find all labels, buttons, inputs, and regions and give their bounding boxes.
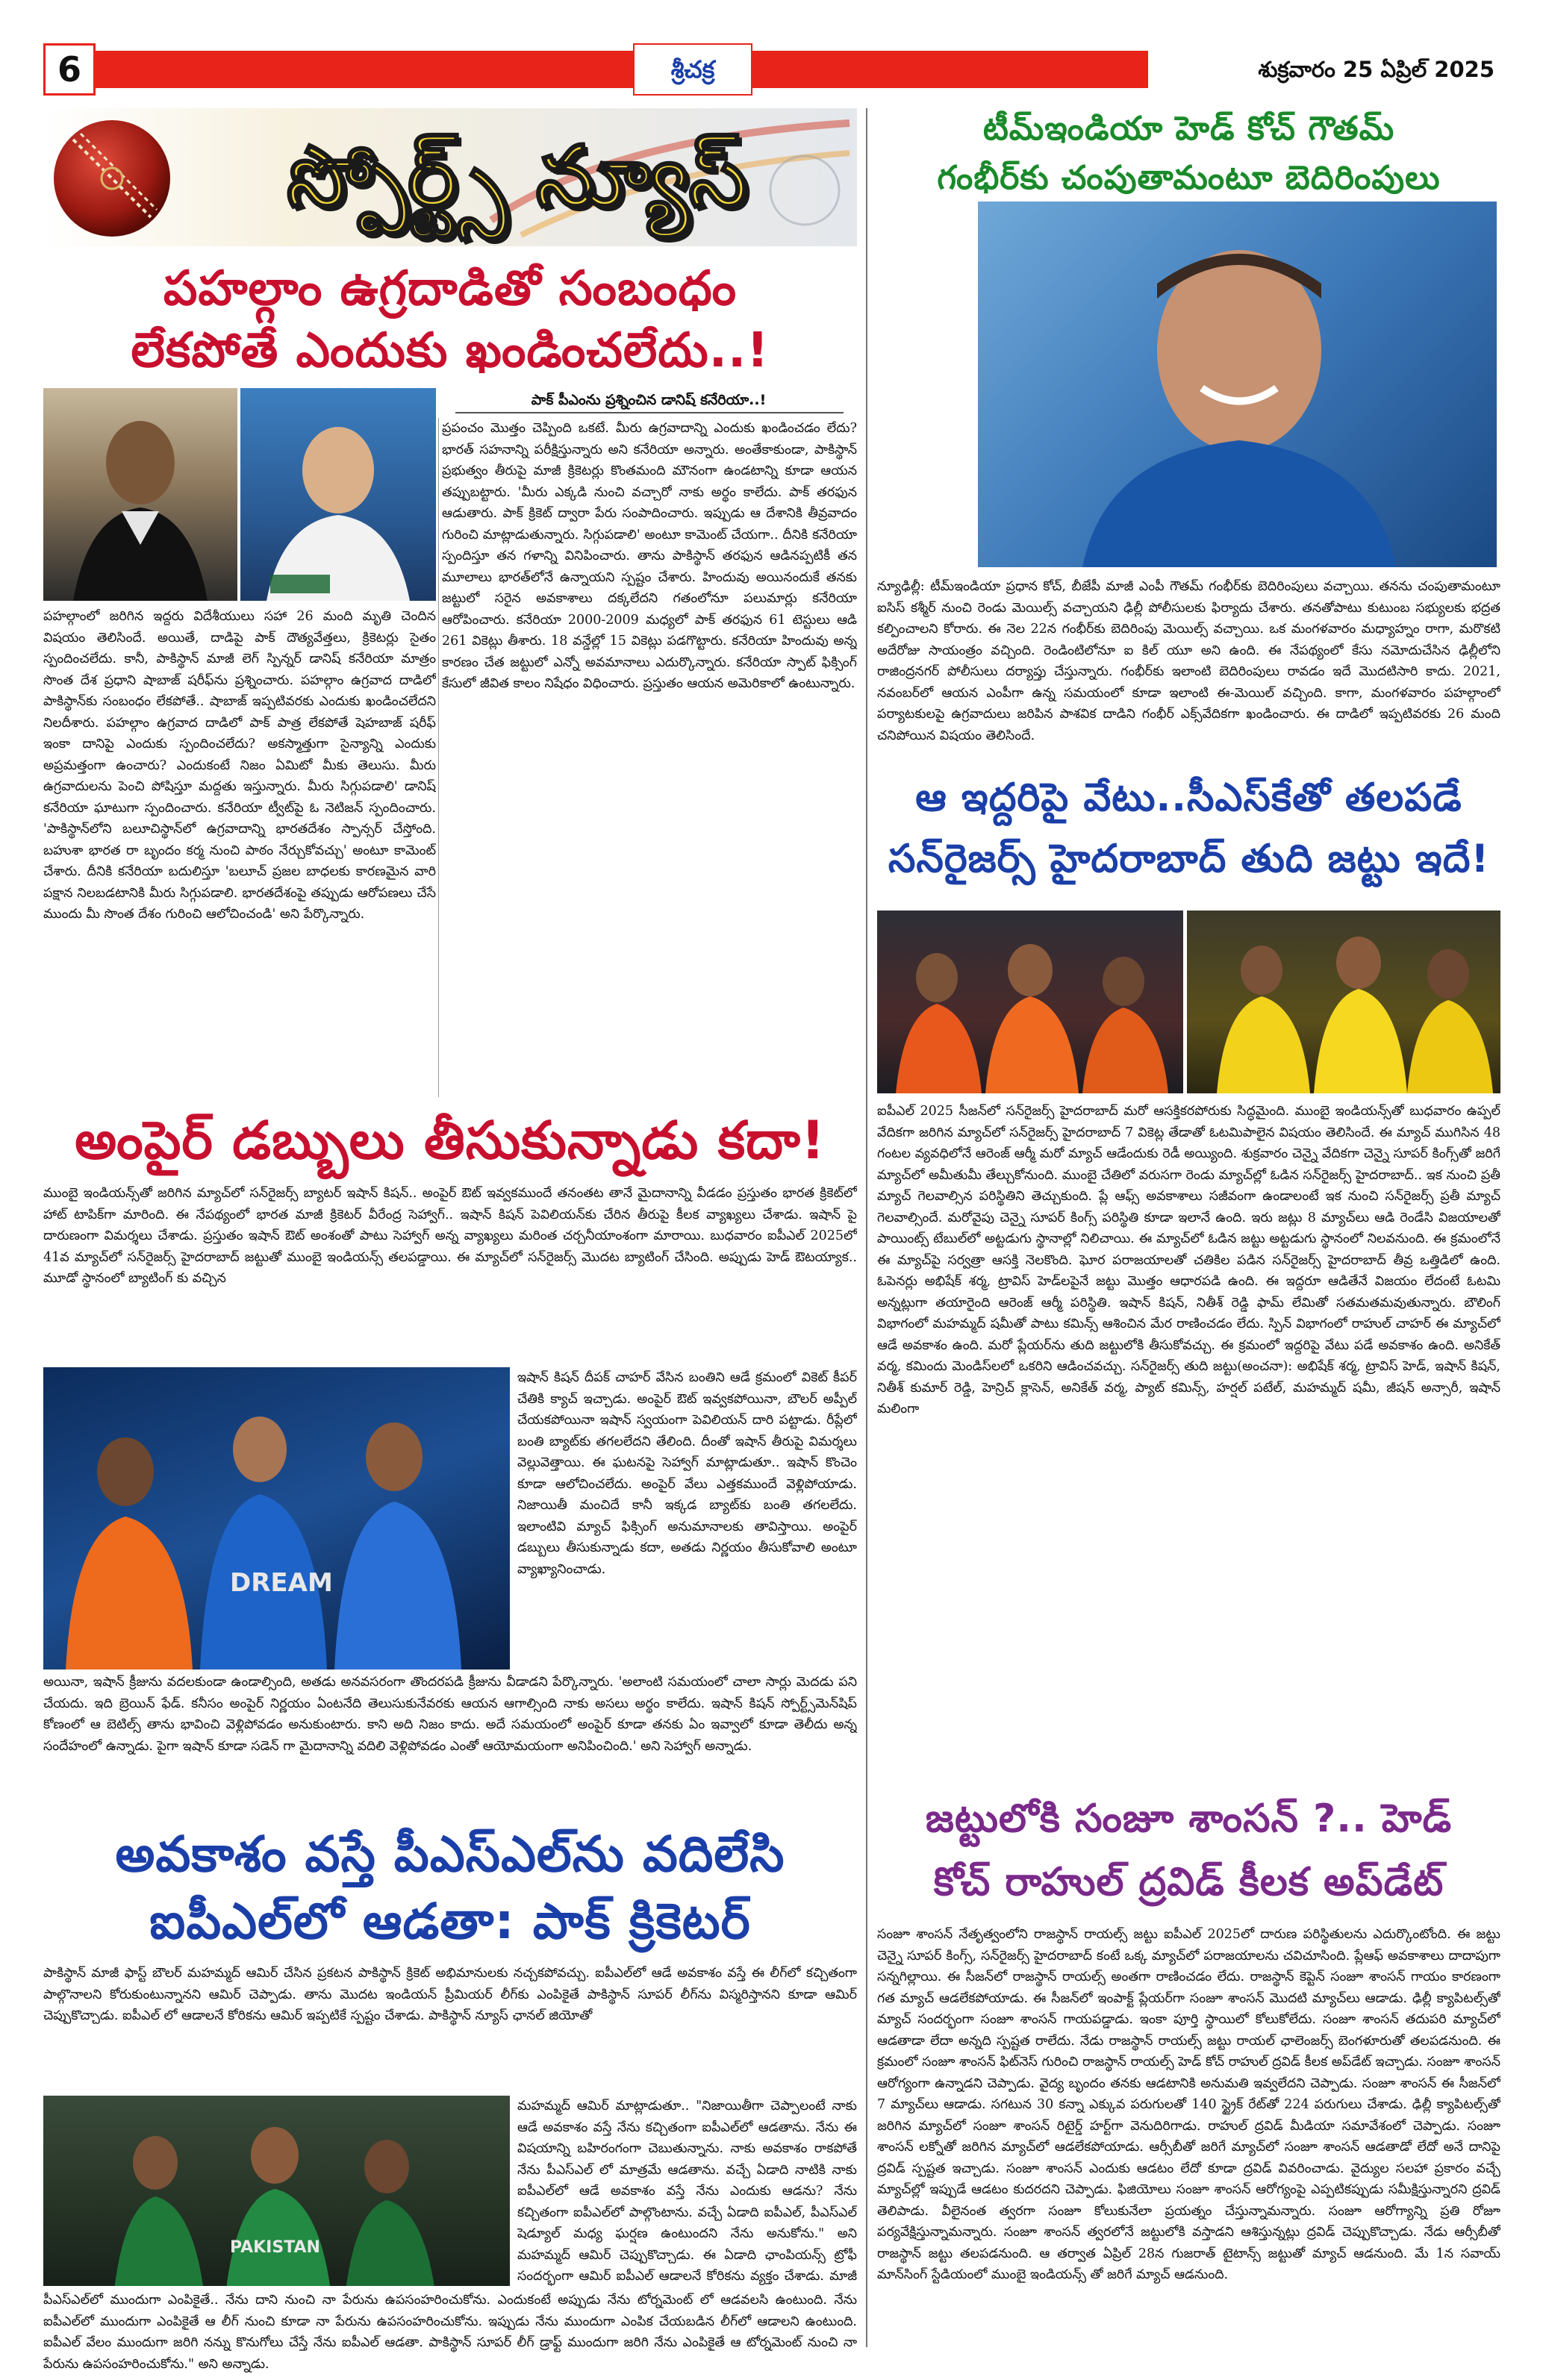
date-box (1148, 43, 1499, 96)
article3-photo-pakistan-team (43, 2096, 510, 2286)
article2-para-bottom: అయినా, ఇషాన్ క్రీజును వదలకుండా ఉండాల్సింది, అతడు అనవసరంగా తొందరపడి క్రీజును వీడాడని పేర్కొన్నారు. 'అలాంటి సమయంలో చాలా సార్లు మెదడు పని చేయదు. ఇది బ్రెయిన్ ఫేడ్. కనీసం అంపైర్ నిర్ణయం ఏంటనేది తెలుసుకునేవరకు ఆయన ఆగాల్సింది నాకు అసలు అర్థం కాలేదు. ఇషాన్ కిషన్ స్పోర్ట్స్‌మెన్‌షిప్ కోణంలో ఆ బెటిల్స్ తాను భావించి వెళ్లిపోవడం అనుకుంటారు. కాని అది నిజం కాదు. అదే సమయంలో అంపైర్ కూడా తనకు ఏం ఇవ్వాలో కూడా తెలీదు అన్న సందేహంలో ఉన్నాడు. పైగా ఇషాన్ కూడా సడెన్ గా మైదానాన్ని వదిలి వెళ్లిపోవడం ఎంతో ఆయోమయంగా అనిపించింది.' అని సెహ్వాగ్ అన్నాడు. (43, 1675, 857, 1754)
person-silhouette-icon (240, 388, 436, 601)
article4-headline-line2: గంభీర్‌కు చంపుతామంటూ బెదిరింపులు (937, 159, 1441, 197)
players-celebrating-icon (1187, 911, 1500, 1093)
article3-headline-line2: ఐపీఎల్‌లో ఆడతా: పాక్ క్రికెటర్ (149, 1893, 751, 1950)
article6-headline-line1: జట్టులోకి సంజూ శాంసన్ ?.. హెడ్ (925, 1796, 1453, 1841)
svg-text:DREAM: DREAM (230, 1568, 333, 1598)
page-header (43, 43, 1499, 96)
sports-news-banner (43, 108, 857, 246)
article3-headline-line1: అవకాశం వస్తే పీఎస్ఎల్‌ను వదిలేసి (115, 1825, 785, 1883)
article1-photo-kaneria (43, 388, 237, 601)
issue-date: శుక్రవారం 25 ఏప్రిల్ 2025 (1258, 57, 1494, 82)
banner-title: స్పోర్ట్స్ న్యూస్ (287, 128, 748, 225)
page-column-divider (866, 108, 867, 2347)
cricket-ball-icon (51, 117, 174, 240)
article2-headline: అంపైర్ డబ్బులు తీసుకున్నాడు కదా! (75, 1110, 826, 1171)
article2-para-right: ఇషాన్ కిషన్ దీపక్ చాహర్ వేసిన బంతిని ఆడే క్రమంలో వికెట్ కీపర్ చేతికి క్యాచ్ ఇచ్చాడు. అంపైర్ ఔట్ ఇవ్వకపోయినా, బౌలర్ అప్పీల్ చేయకపోయినా ఇషాన్ స్వయంగా పెవిలియన్ దారి పట్టాడు. రీప్లేలో బంతి బ్యాట్‌కు తగలలేదని తేలింది. దీంతో ఇషాన్ తీరుపై విమర్శలు వెల్లువెత్తాయి. ఈ ఘటనపై సెహ్వాగ్ మాట్లాడుతూ.. ఇషాన్ కొంచెం కూడా ఆలోచించలేదు. అంపైర్ వేలు ఎత్తకముందే వెళ్లిపోయాడు. నిజాయితీ మంచిదే కానీ ఇక్కడ బ్యాట్‌కు బంతి తగలలేదు. ఇలాంటివి మ్యాచ్ ఫిక్సింగ్ అనుమానాలకు తావిస్తాయి. అంపైర్ డబ్బులు తీసుకున్నాడు కదా, అతడు నిర్ణయం తీసుకోవాలి అంటూ వ్యాఖ్యానించాడు. (517, 1370, 857, 1577)
person-silhouette-icon (43, 388, 237, 601)
person-portrait-icon (978, 202, 1497, 567)
article1-headline-line1: పహల్గాం ఉగ్రదాడితో సంబంధం (163, 261, 738, 316)
article5-photo-csk (1187, 911, 1500, 1093)
page-number: 6 (57, 49, 81, 90)
article5-headline-line2: సన్‌రైజర్స్ హైదరాబాద్ తుది జట్టు ఇదే! (888, 837, 1490, 881)
players-celebrating-icon (43, 1367, 510, 1670)
article4-headline-line1: టీమ్‌ఇండియా హెడ్ కోచ్ గౌతమ్ (982, 110, 1395, 148)
article5-headline-line1: ఆ ఇద్దరిపై వేటు..సీఎస్‌కేతో తలపడే (915, 775, 1462, 820)
article1-column-left: పహల్గాంలో జరిగిన ఇద్దరు విదేశీయులు సహా 26 మంది మృతి చెందిన విషయం తెలిసిందే. అయితే, దాడిపై పాక్ దౌత్యవేత్తలు, క్రికెటర్లు సైతం స్పందించలేదు. కానీ, పాకిస్థాన్ మాజీ లెగ్ స్పిన్నర్ డానిష్ కనేరియా మాత్రం సొంత దేశ ప్రధాని షాబాజ్ షరీఫ్‌ను ప్రశ్నించారు. పహల్గాం ఉగ్రవాద దాడిలో పాకిస్థాన్‌కు సంబంధం లేకపోతే.. షాబాజ్ ఇప్పటివరకు ఎందుకు ఖండించలేదని నిలదీశారు. పహల్గాం ఉగ్రవాద దాడిలో పాక్ పాత్ర లేకపోతే షెహబాజ్ షరీఫ్ ఇంకా దానిపై ఎందుకు స్పందించలేదు? అకస్మాత్తుగా సైన్యాన్ని ఎందుకు అప్రమత్తంగా ఉంచారు? ఎందుకంటే నిజం ఏమిటో మీకు తెలుసు. మీరు ఉగ్రవాదులను పెంచి పోషిస్తూ మద్దతు ఇస్తున్నారు. మీరు సిగ్గుపడాలి' డానిష్ కనేరియా ఘాటుగా స్పందించారు. కనేరియా ట్వీట్‌పై ఓ నెటిజన్ స్పందించారు. 'పాకిస్థాన్‌లోని బలూచిస్థాన్‌లో ఉగ్రవాదాన్ని భారతదేశం స్పాన్సర్ చేస్తోంది. బహుశా భారత రా బృందం కర్మ నుంచి పాఠం నేర్చుకోవచ్చు' అంటూ కామెంట్ చేశారు. దీనికి కనేరియా బదులిస్తూ 'బలూచ్ ప్రజల బాధలకు కారణమైన వారి పక్షాన నిలబడటానికి మీరు సిగ్గుపడాలి. భారతదేశంపై తప్పుడు ఆరోపణలు చేసే ముందు మీ సొంత దేశం గురించి ఆలోచించండి' అని పేర్కొన్నారు. (43, 609, 436, 922)
publication-logo: శ్రీచక్ర (670, 55, 715, 84)
article4-photo-gambhir (978, 202, 1497, 567)
svg-text:PAKISTAN: PAKISTAN (230, 2238, 320, 2257)
article4-body: న్యూఢిల్లీ: టీమ్‌ఇండియా ప్రధాన కోచ్, బీజేపీ మాజీ ఎంపీ గౌతమ్ గంభీర్‌కు బెదిరింపులు వచ్చాయి. తనను చంపుతామంటూ ఐసిస్ కశ్మీర్ నుంచి రెండు మెయిల్స్ వచ్చాయని ఢిల్లీ పోలీసులకు ఫిర్యాదు చేశారు. తనతోపాటు కుటుంబ సభ్యులకు భద్రత కల్పించాలని కోరారు. ఈ నెల 22న గంభీర్‌కు బెదిరింపు మెయిల్స్ వచ్చాయి. ఒక మంగళవారం మధ్యాహ్నం రాగా, మరొకటి అదేరోజు సాయంత్రం వచ్చింది. రెండింటిలోనూ ఐ కిల్ యూ అని ఉంది. ఈ నేపథ్యంలో కేసు నమోదుచేసిన ఢిల్లీలోని రాజింద్రనగర్ పోలీసులు దర్యాప్తు చేస్తున్నారు. గంభీర్‌కు ఇలాంటి బెదిరింపులు రావడం ఇదే మొదటిసారి కాదు. 2021, నవంబర్‌లో ఆయన ఎంపీగా ఉన్న సమయంలో కూడా ఇలాంటి ఈ-మెయిల్ వచ్చింది. కాగా, మంగళవారం పహల్గాంలో పర్యాటకులపై ఉగ్రవాదులు జరిపిన పాశవిక దాడిని గంభీర్ ఎక్స్‌వేదికగా ఖండించారు. ఈ దాడిలో ఇప్పటివరకు 26 మంది చనిపోయిన విషయం తెలిసిందే. (877, 579, 1500, 743)
players-group-icon (43, 2096, 510, 2286)
article5-photo-srh (877, 911, 1183, 1093)
column-divider (438, 418, 439, 1097)
article3-para-top: పాకిస్థాన్ మాజీ ఫాస్ట్ బౌలర్ మహమ్మద్ ఆమిర్ చేసిన ప్రకటన పాకిస్థాన్ క్రికెట్ అభిమానులకు నచ్చకపోవచ్చు. ఐపీఎల్‌లో ఆడే అవకాశం వస్తే ఈ లీగ్‌లో కచ్చితంగా పాల్గొనాలని కోరుకుంటున్నానని ఆమిర్ చెప్పాడు. తాను మొదట ఇండియన్ ప్రీమియర్ లీగ్‌కు ఎంపికైతే పాకిస్థాన్ సూపర్ లీగ్‌ను విస్మరిస్తానని కూడా ఆమిర్ చెప్పుకొచ్చాడు. ఐపీఎల్ లో ఆడాలనే కోరికను ఆమిర్ ఇప్పటికే స్పష్టం చేశాడు. పాకిస్థాన్ న్యూస్ ఛానల్ జియోతో (43, 1966, 857, 2023)
article2-photo-match (43, 1367, 510, 1670)
article1-photo-sharif (240, 388, 436, 601)
players-group-icon (877, 911, 1183, 1093)
page-number-box (43, 43, 96, 96)
article1-subhead: పాక్ పీఎంను ప్రశ్నించిన డానిష్ కనేరియా..! (531, 392, 767, 408)
article2-para-top: ముంబై ఇండియన్స్‌తో జరిగిన మ్యాచ్‌లో సన్‌రైజర్స్ బ్యాటర్ ఇషాన్ కిషన్.. అంపైర్ ఔట్ ఇవ్వకముందే తనంతట తానే మైదానాన్ని వీడడం ప్రస్తుతం భారత క్రికెట్‌లో హాట్ టాపిక్‌గా మారింది. ఈ నేపథ్యంలో భారత మాజీ క్రికెటర్ వీరేంద్ర సెహ్వాగ్.. ఇషాన్ కిషన్ పెవిలియన్‌కు చేరిన తీరుపై కీలక వ్యాఖ్యలు చేశాడు. ఇషాన్ పై దారుణంగా విమర్శలు చేశాడు. ప్రస్తుతం ఇషాన్ ఔట్ అంశంతో పాటు సెహ్వాగ్ అన్న వ్యాఖ్యలు మరింత చర్చనీయాంశంగా మారాయి. బుధవారం ఐపీఎల్ 2025లో 41వ మ్యాచ్‌లో సన్‌రైజర్స్ హైదరాబాద్ జట్టుతో ముంబై ఇండియన్స్ తలపడ్డాయి. ఈ మ్యాచ్‌లో సన్‌రైజర్స్ మొదట బ్యాటింగ్ చేసింది. అప్పుడు హెడ్ ఔటయ్యాక.. మూడో స్థానంలో బ్యాటింగ్ కు వచ్చిన (43, 1186, 857, 1286)
article5-body: ఐపీఎల్ 2025 సీజన్‌లో సన్‌రైజర్స్ హైదరాబాద్ మరో ఆసక్తికరపోరుకు సిద్ధమైంది. ముంబై ఇండియన్స్‌తో బుధవారం ఉప్పల్ వేదికగా జరిగిన మ్యాచ్‌లో సన్‌రైజర్స్ హైదరాబాద్ 7 వికెట్ల తేడాతో ఓటమిపాలైన విషయం తెలిసిందే. ఈ మ్యాచ్ ముగిసిన 48 గంటల వ్యవధిలోనే ఆరెంజ్ ఆర్మీ మరో మ్యాచ్ ఆడేందుకు రెడీ అయ్యింది. శుక్రవారం చెన్నై వేదికగా చెన్నై సూపర్ కింగ్స్‌తో జరిగే మ్యాచ్‌లో అమీతుమీ తేల్చుకోనుంది. ముంబై చేతిలో వరుసగా రెండు మ్యాచ్‌ల్లో ఓడిన సన్‌రైజర్స్ హైదరాబాద్.. ఇక నుంచి ప్రతీ మ్యాచ్ గెలవాల్సిన పరిస్థితిని తెచ్చుకుంది. ప్లే ఆఫ్స్ అవకాశాలు సజీవంగా ఉండాలంటే ఇక నుంచి సన్‌రైజర్స్ ప్రతీ మ్యాచ్ గెలవాల్సిందే. మరోవైపు చెన్నై సూపర్ కింగ్స్ పరిస్థితి కూడా ఇలానే ఉంది. ఇరు జట్లు 8 మ్యాచ్‌లు ఆడి రెండేసి విజయాలతో పాయింట్స్ టేబుల్‌లో అట్టడుగు స్థానాల్లో నిలిచాయి. ఈ మ్యాచ్‌లో ఓడిన జట్టు అట్టడుగు స్థానంలో నిలవనుంది. ఈ క్రమంలోనే ఈ మ్యాచ్‌పై సర్వత్రా ఆసక్తి నెలకొంది. ఘోర పరాజయాలతో చతికిల పడిన సన్‌రైజర్స్ హైదరాబాద్ తీవ్ర ఒత్తిడిలో ఉంది. ఓపెనర్లు అభిషేక్ శర్మ, ట్రావిస్ హెడ్‌లపైనే జట్టు మొత్తం ఆధారపడి ఉంది. ఈ ఇద్దరూ ఆడితేనే విజయం లేదంటే ఓటమి అన్నట్లుగా తయారైంది ఆరెంజ్ ఆర్మీ పరిస్థితి. ఇషాన్ కిషన్, నితీశ్ రెడ్డి ఫామ్ లేమితో సతమతమవుతున్నారు. బౌలింగ్ విభాగంలో మహమ్మద్ షమీతో పాటు కమిన్స్ ఆశించిన మేర రాణించడం లేదు. స్పిన్ విభాగంలో రాహుల్ చాహర్ ఈ మ్యాచ్‌లో ఆడే అవకాశం ఉంది. మరో ప్లేయర్‌ను తుది జట్టులోకి తీసుకోవచ్చు. ఈ క్రమంలో ఇద్దరిపై వేటు పడే అవకాశం ఉంది. అనికేత్ వర్మ, కమిందు మెండిస్‌లలో ఒకరిని ఆడించవచ్చు. సన్‌రైజర్స్ తుది జట్టు(అంచనా): అభిషేక్ శర్మ, ట్రావిస్ హెడ్, ఇషాన్ కిషన్, నితీశ్ కుమార్ రెడ్డి, హెన్రిచ్ క్లాసెన్, అనికేత్ వర్మ, ప్యాట్ కమిన్స్, హర్షల్ పటేల్, మహమ్మద్ షమీ, జీషన్ అన్సారీ, ఇషాన్ మలింగా (877, 1104, 1500, 1417)
article6-body: సంజూ శాంసన్ నేతృత్వంలోని రాజస్థాన్ రాయల్స్ జట్టు ఐపీఎల్ 2025లో దారుణ పరిస్థితులను ఎదుర్కొంటోంది. ఈ జట్టు చెన్నై సూపర్ కింగ్స్, సన్‌రైజర్స్ హైదరాబాద్ కంటే ఒక్క మ్యాచ్‌లో పరాజయాలను చవిచూసింది. ప్లేఆఫ్ అవకాశాలు దాదాపుగా సన్నగిల్లాయి. ఈ సీజన్‌లో రాజస్థాన్ రాయల్స్ అంతగా రాణించడం లేదు. రాజస్థాన్ కెప్టెన్ సంజూ శాంసన్ గాయం కారణంగా గత మ్యాచ్ ఆడలేకపోయాడు. ఈ సీజన్‌లో ఇంపాక్ట్ ప్లేయర్‌గా సంజూ శాంసన్ మొదటి మ్యాచ్‌లు ఆడాడు. ఢిల్లీ క్యాపిటల్స్‌తో మ్యాచ్ సందర్భంగా సంజూ శాంసన్ గాయపడ్డాడు. ఇంకా పూర్తి స్థాయిలో కోలుకోలేదు. సంజూ శాంసన్ తదుపరి మ్యాచ్‌లో ఆడతాడా లేదా అన్నది స్పష్టత రాలేదు. నేడు రాజస్థాన్ రాయల్స్ జట్టు రాయల్ ఛాలెంజర్స్ బెంగళూరుతో తలపడనుంది. ఈ క్రమంలో సంజూ శాంసన్ ఫిట్‌నెస్ గురించి రాజస్థాన్ రాయల్స్ హెడ్ కోచ్ రాహుల్ ద్రవిడ్ కీలక అప్‌డేట్ ఇచ్చాడు. సంజూ శాంసన్ ఆరోగ్యంగా ఉన్నాడని చెప్పాడు. వైద్య బృందం తనకు ఆడటానికి అనుమతి ఇవ్వలేదని చెప్పాడు. సంజూ శాంసన్ ఈ సీజన్‌లో 7 మ్యాచ్‌లు ఆడాడు. సగటున 30 కన్నా ఎక్కువ పరుగులతో 140 స్ట్రైక్ రేట్‌తో 224 పరుగులు చేశాడు. ఢిల్లీ క్యాపిటల్స్‌తో జరిగిన మ్యాచ్‌లో సంజూ శాంసన్ రిటైర్డ్ హర్ట్‌గా వెనుదిరిగాడు. రాహుల్ ద్రవిడ్ మీడియా సమావేశంలో చెప్పాడు. సంజూ శాంసన్ లక్నోతో జరిగిన మ్యాచ్‌లో ఆడలేకపోయాడు. ఆర్సీబీతో జరిగే మ్యాచ్‌లో సంజూ శాంసన్ ఆడతాడో లేదో అనే దానిపై ద్రవిడ్ స్పష్టత ఇచ్చాడు. సంజూ శాంసన్ ఎందుకు ఆడటం లేదో కూడా ద్రవిడ్ వివరించాడు. వైద్యుల సలహా ప్రకారం వచ్చే మ్యాచ్‌ల్లో ఇప్పుడే ఆడటం కుదరదని చెప్పాడు. ఫిజియోలు సంజూ శాంసన్ ఆరోగ్యంపై ఎప్పటికప్పుడు సమీక్షిస్తున్నారని ద్రవిడ్ తెలిపాడు. వీలైనంత త్వరగా సంజూ కోలుకునేలా ప్రయత్నం చేస్తున్నామన్నారు. సంజూ ఆరోగ్యాన్ని ప్రతి రోజూ పర్యవేక్షిస్తున్నామన్నారు. సంజూ శాంసన్ త్వరలోనే జట్టులోకి వస్తాడని ఆశిస్తున్నట్లు ద్రవిడ్ చెప్పుకొచ్చాడు. నేడు ఆర్సీబీతో రాజస్థాన్ జట్టు తలపడనుంది. ఆ తర్వాత ఏప్రిల్ 28న గుజరాత్ టైటాన్స్ జట్టుతో మ్యాచ్ ఆడనుంది. మే 1న సవాయ్ మాన్‌సింగ్ స్టేడియంలో ముంబై ఇండియన్స్ తో జరిగే మ్యాచ్ ఆడనుంది. (877, 1927, 1500, 2282)
article6-headline-line2: కోచ్ రాహుల్ ద్రవిడ్ కీలక అప్‌డేట్ (933, 1860, 1444, 1905)
subhead-underline (455, 412, 844, 413)
article1-column-right: ప్రపంచం మొత్తం చెప్పింది ఒకటే. మీరు ఉగ్రవాదాన్ని ఎందుకు ఖండించడం లేదు? భారత్ సహనాన్ని పరీక్షిస్తున్నారు అని కనేరియా అన్నారు. అంతేకాకుండా, పాకిస్థాన్ ప్రభుత్వం తీరుపై మాజీ క్రికెటర్లు కొంతమంది మౌనంగా ఉండటాన్ని కూడా ఆయన తప్పుబట్టారు. 'మీరు ఎక్కడి నుంచి వచ్చారో నాకు అర్థం కాలేదు. పాక్ తరఫున ఆడుతారు. పాక్ క్రికెట్ ద్వారా పేరు సంపాదించారు. ఇప్పుడు ఆ దేశానికి తీవ్రవాదం గురించి మాట్లాడుతున్నారు. సిగ్గుపడాలి' అంటూ కామెంట్ చేయగా.. దీనికి కనేరియా స్పందిస్తూ తన గళాన్ని వినిపించారు. తాను పాకిస్థాన్ తరఫున ఆడినప్పటికీ తన మూలాలు భారత్‌లోనే ఉన్నాయని స్పష్టం చేశారు. హిందువు అయినందుకే తనకు జట్టులో సరైన అవకాశాలు దక్కలేదని గతంలోనూ పలుమార్లు కనేరియా ఆరోపించారు. కనేరియా 2000-2009 మధ్యలో పాక్ తరఫున 61 టెస్టులు ఆడి 261 వికెట్లు తీశారు. 18 వన్డేల్లో 15 వికెట్లు పడగొట్టారు. కనేరియా హిందువు అన్న కారణం చేత జట్టులో ఎన్నో అవమానాలు ఎదుర్కొన్నారు. కనేరియా స్పాట్ ఫిక్సింగ్ కేసులో జీవిత కాలం నిషేధం విధించారు. ప్రస్తుతం ఆయన అమెరికాలో ఉంటున్నారు. (442, 421, 857, 691)
logo-box (633, 43, 752, 96)
article1-headline-line2: లేకపోతే ఎందుకు ఖండించలేదు..! (131, 323, 770, 378)
article3-para-bottom-full: పీఎస్ఎల్‌లో ముందుగా ఎంపికైతే.. నేను దాని నుంచి నా పేరును ఉపసంహరించుకోను. ఎందుకంటే అప్పుడు నేను టోర్నమెంట్ లో ఆడవలసి ఉంటుంది. నేను ఐపీఎల్‌లో ముందుగా ఎంపికైతే ఆ లీగ్ నుంచి కూడా నా పేరును ఉపసంహరించుకోను. ఇప్పుడు నేను ముందుగా ఎంపిక చేయబడిన లీగ్‌లో ఆడాలని ఉంటుంది. ఐపీఎల్ వేలం ముందుగా జరిగి నన్ను కొనుగోలు చేస్తే నేను ఐపీఎల్ ఆడతా. పాకిస్థాన్ సూపర్ లీగ్ డ్రాఫ్ట్ ముందుగా జరిగి నేను ఎంపికైతే ఆ టోర్నమెంట్ నుంచి నా పేరును ఉపసంహరించుకోను." అని అన్నాడు. (43, 2293, 857, 2372)
article3-para-right: మహమ్మద్ ఆమిర్ మాట్లాడుతూ.. "నిజాయితీగా చెప్పాలంటే నాకు ఆడే అవకాశం వస్తే నేను కచ్చితంగా ఐపీఎల్‌లో ఆడతాను. నేను ఈ విషయాన్ని బహిరంగంగా చెబుతున్నాను. నాకు అవకాశం రాకపోతే నేను పీఎస్ఎల్ లో మాత్రమే ఆడతాను. వచ్చే ఏడాది నాటికి నాకు ఐపీఎల్‌లో ఆడే అవకాశం వస్తే నేను ఎందుకు ఆడను? నేను కచ్చితంగా ఐపీఎల్‌లో పాల్గొంటాను. వచ్చే ఏడాది ఐపీఎల్, పీఎస్ఎల్ షెడ్యూల్ మధ్య ఘర్షణ ఉంటుందని నేను అనుకోను." అని మహమ్మద్ ఆమిర్ చెప్పుకొచ్చాడు. ఈ ఏడాది ఛాంపియన్స్ ట్రోఫీ సందర్భంగా ఆమిర్ ఐపీఎల్ ఆడాలనే కోరికను వ్యక్తం చేశాడు. మాజీ (517, 2099, 857, 2284)
